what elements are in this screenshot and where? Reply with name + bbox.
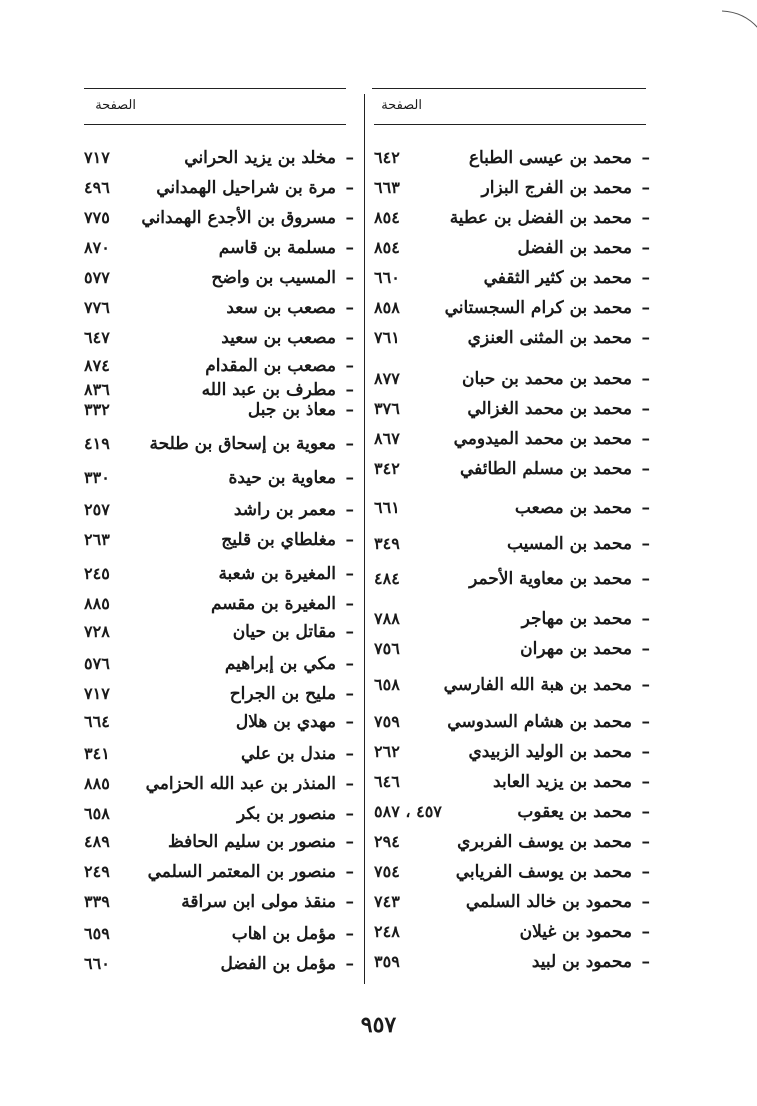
index-entry	[84, 680, 354, 708]
index-entry	[84, 204, 354, 232]
entry-name: محمد بن محمد الميدومي	[453, 429, 632, 449]
entry-page-ref: ٦٦٠	[84, 954, 110, 973]
entry-name: مصعب بن المقدام	[205, 356, 336, 376]
entry-dash: –	[641, 178, 650, 198]
index-entry	[374, 425, 650, 453]
index-entry	[374, 294, 650, 322]
entry-name: معوية بن إسحاق بن طلحة	[149, 434, 336, 454]
entry-dash: –	[641, 639, 650, 659]
entry-dash: –	[345, 148, 354, 168]
index-entry	[374, 234, 650, 262]
entry-page-ref: ٣٤١	[84, 744, 110, 763]
index-entry	[374, 798, 650, 826]
entry-name: مسلمة بن قاسم	[218, 238, 336, 258]
entry-dash: –	[345, 712, 354, 732]
entry-page-ref: ٥٧٦	[84, 654, 110, 673]
entry-dash: –	[345, 500, 354, 520]
index-entry	[84, 708, 354, 736]
entry-page-ref: ٦٦٠	[374, 268, 400, 287]
entry-dash: –	[345, 468, 354, 488]
entry-page-ref: ٥٧٧	[84, 268, 110, 287]
entry-name: محمد بن يوسف الفريابي	[455, 862, 632, 882]
entry-page-ref: ٢٤٩	[84, 862, 110, 881]
entry-dash: –	[641, 609, 650, 629]
index-entry	[374, 565, 650, 593]
index-entry	[84, 858, 354, 886]
entry-page-ref: ٨٣٦	[84, 380, 110, 399]
entry-dash: –	[345, 892, 354, 912]
entry-dash: –	[641, 268, 650, 288]
entry-dash: –	[345, 594, 354, 614]
index-entry	[84, 950, 354, 978]
entry-dash: –	[345, 328, 354, 348]
entry-name: محمد بن يعقوب	[517, 802, 632, 822]
entry-name: مندل بن علي	[241, 744, 336, 764]
entry-name: محمد بن الفضل	[517, 238, 632, 258]
entry-dash: –	[345, 208, 354, 228]
entry-name: محمد بن هشام السدوسي	[447, 712, 632, 732]
entry-dash: –	[345, 744, 354, 764]
index-entry	[374, 144, 650, 172]
index-entry	[84, 800, 354, 828]
entry-page-ref: ٧٢٨	[84, 622, 110, 641]
top-rule-right	[372, 88, 646, 89]
entry-dash: –	[345, 380, 354, 400]
entry-dash: –	[345, 924, 354, 944]
entry-dash: –	[641, 298, 650, 318]
entry-page-ref: ٨٧٤	[84, 356, 110, 375]
entry-page-ref: ٤١٩	[84, 434, 110, 453]
entry-name: محمد بن محمد الغزالي	[467, 399, 632, 419]
entry-page-ref: ٨٥٨	[374, 298, 400, 317]
entry-page-ref: ٧٧٥	[84, 208, 110, 227]
entry-page-ref: ٣٣٢	[84, 400, 110, 419]
entry-name: منقذ مولى ابن سراقة	[181, 892, 336, 912]
index-entry	[374, 858, 650, 886]
entry-name: مصعب بن سعد	[226, 298, 336, 318]
entry-name: محمد بن محمد بن حبان	[462, 369, 632, 389]
entry-page-ref: ٣٤٢	[374, 459, 400, 478]
page-number: ٩٥٧	[360, 1012, 397, 1038]
index-entry	[374, 738, 650, 766]
entry-page-ref: ٤٨٩	[84, 832, 110, 851]
entry-page-ref: ٢٤٨	[374, 922, 400, 941]
entry-dash: –	[641, 208, 650, 228]
entry-name: مغلطاي بن قليج	[221, 530, 336, 550]
entry-name: منصور بن المعتمر السلمي	[147, 862, 336, 882]
index-entry	[374, 888, 650, 916]
entry-name: محمد بن يزيد العابد	[493, 772, 632, 792]
entry-page-ref: ٤٥٧ ، ٥٨٧	[374, 802, 442, 821]
entry-page-ref: ٤٩٦	[84, 178, 110, 197]
entry-dash: –	[641, 429, 650, 449]
entry-page-ref: ٦٤٢	[374, 148, 400, 167]
entry-dash: –	[641, 712, 650, 732]
entry-page-ref: ٦٥٩	[84, 924, 110, 943]
index-entry	[374, 948, 650, 976]
index-entry	[374, 605, 650, 633]
index-entry	[84, 324, 354, 352]
entry-dash: –	[641, 399, 650, 419]
index-entry	[374, 635, 650, 663]
entry-dash: –	[345, 356, 354, 376]
entry-page-ref: ٦٤٧	[84, 328, 110, 347]
index-entry	[84, 464, 354, 492]
index-entry	[84, 264, 354, 292]
entry-dash: –	[345, 400, 354, 420]
entry-name: محمد بن كرام السجستاني	[444, 298, 632, 318]
entry-page-ref: ٦٤٦	[374, 772, 400, 791]
entry-dash: –	[641, 534, 650, 554]
entry-name: مخلد بن يزيد الحراني	[184, 148, 336, 168]
index-entry	[84, 294, 354, 322]
entry-page-ref: ٢٦٣	[84, 530, 110, 549]
entry-page-ref: ٣٥٩	[374, 952, 400, 971]
entry-name: مهدي بن هلال	[235, 712, 336, 732]
entry-page-ref: ٧٥٩	[374, 712, 400, 731]
entry-page-ref: ٣٧٦	[374, 399, 400, 418]
entry-name: محمد بن كثير الثقفي	[483, 268, 632, 288]
entry-dash: –	[641, 772, 650, 792]
entry-name: معاوية بن حيدة	[228, 468, 336, 488]
entry-dash: –	[345, 622, 354, 642]
index-entry	[84, 888, 354, 916]
entry-page-ref: ٢٥٧	[84, 500, 110, 519]
entry-name: محمد بن هبة الله الفارسي	[443, 675, 632, 695]
index-entry	[374, 174, 650, 202]
index-entry	[84, 920, 354, 948]
index-entry	[374, 455, 650, 483]
entry-dash: –	[641, 892, 650, 912]
entry-page-ref: ٢٩٤	[374, 832, 400, 851]
entry-name: محمد بن مسلم الطائفي	[459, 459, 632, 479]
index-entry	[84, 144, 354, 172]
entry-dash: –	[345, 832, 354, 852]
entry-name: محمود بن خالد السلمي	[465, 892, 632, 912]
index-entry	[374, 365, 650, 393]
entry-name: معمر بن راشد	[233, 500, 336, 520]
header-rule-right	[374, 124, 646, 125]
column-divider	[364, 94, 365, 984]
index-entry	[84, 430, 354, 458]
index-entry	[84, 174, 354, 202]
entry-page-ref: ٧١٧	[84, 148, 110, 167]
entry-page-ref: ٦٥٨	[84, 804, 110, 823]
entry-dash: –	[345, 178, 354, 198]
entry-dash: –	[345, 862, 354, 882]
entry-dash: –	[345, 238, 354, 258]
entry-page-ref: ٦٥٨	[374, 675, 400, 694]
index-entry	[84, 770, 354, 798]
entry-name: مليح بن الجراح	[229, 684, 336, 704]
entry-page-ref: ٣٣٠	[84, 468, 110, 487]
entry-name: معاذ بن جبل	[247, 400, 336, 420]
entry-name: مقاتل بن حيان	[232, 622, 336, 642]
index-entry	[374, 530, 650, 558]
entry-name: المسيب بن واضح	[211, 268, 336, 288]
index-entry	[84, 234, 354, 262]
index-entry	[374, 395, 650, 423]
entry-page-ref: ٧٦١	[374, 328, 400, 347]
header-rule-left	[84, 124, 346, 125]
index-entry	[84, 396, 354, 424]
index-entry	[374, 264, 650, 292]
entry-name: محمود بن لبيد	[531, 952, 632, 972]
entry-dash: –	[641, 369, 650, 389]
entry-name: منصور بن سليم الحافظ	[167, 832, 336, 852]
index-entry	[84, 590, 354, 618]
entry-page-ref: ٧٥٦	[374, 639, 400, 658]
entry-name: محمد بن معاوية الأحمر	[469, 569, 632, 589]
page-column-header-right: الصفحة	[381, 98, 422, 113]
entry-name: محمد بن مهران	[520, 639, 632, 659]
index-entry	[84, 560, 354, 588]
entry-dash: –	[641, 675, 650, 695]
entry-page-ref: ٧٧٦	[84, 298, 110, 317]
index-entry	[84, 526, 354, 554]
entry-name: المنذر بن عبد الله الحزامي	[145, 774, 336, 794]
entry-page-ref: ٢٦٢	[374, 742, 400, 761]
entry-dash: –	[641, 238, 650, 258]
entry-page-ref: ٦٦٤	[84, 712, 110, 731]
index-entry	[84, 650, 354, 678]
entry-name: محمد بن الوليد الزبيدي	[468, 742, 632, 762]
index-entry	[374, 671, 650, 699]
index-entry	[84, 496, 354, 524]
entry-name: مسروق بن الأجدع الهمداني	[141, 208, 336, 228]
entry-name: مؤمل بن الفضل	[220, 954, 336, 974]
entry-name: مكي بن إبراهيم	[224, 654, 336, 674]
index-entry	[374, 204, 650, 232]
entry-name: مؤمل بن اهاب	[231, 924, 336, 944]
entry-page-ref: ٨٨٥	[84, 774, 110, 793]
entry-name: محمد بن عيسى الطباع	[468, 148, 632, 168]
entry-page-ref: ٨٧٧	[374, 369, 400, 388]
entry-dash: –	[641, 742, 650, 762]
entry-name: مطرف بن عبد الله	[201, 380, 336, 400]
entry-page-ref: ٣٣٩	[84, 892, 110, 911]
entry-page-ref: ٨٥٤	[374, 238, 400, 257]
entry-name: مصعب بن سعيد	[221, 328, 336, 348]
entry-page-ref: ٧٥٤	[374, 862, 400, 881]
entry-name: محمود بن غيلان	[519, 922, 632, 942]
index-entry	[84, 618, 354, 646]
entry-name: المغيرة بن شعبة	[218, 564, 336, 584]
entry-dash: –	[345, 654, 354, 674]
entry-dash: –	[641, 498, 650, 518]
entry-dash: –	[345, 268, 354, 288]
index-entry	[374, 768, 650, 796]
entry-dash: –	[641, 802, 650, 822]
entry-dash: –	[345, 564, 354, 584]
corner-mark	[722, 8, 757, 32]
entry-dash: –	[345, 954, 354, 974]
index-entry	[374, 708, 650, 736]
top-rule-left	[84, 88, 346, 89]
entry-page-ref: ٨٥٤	[374, 208, 400, 227]
entry-dash: –	[345, 530, 354, 550]
entry-dash: –	[641, 569, 650, 589]
entry-name: محمد بن الفرج البزار	[481, 178, 632, 198]
entry-dash: –	[641, 922, 650, 942]
index-entry	[374, 918, 650, 946]
entry-name: محمد بن المثنى العنزي	[467, 328, 632, 348]
entry-dash: –	[345, 684, 354, 704]
entry-name: منصور بن بكر	[237, 804, 336, 824]
entry-page-ref: ٦٦١	[374, 498, 400, 517]
entry-name: محمد بن مصعب	[514, 498, 632, 518]
entry-page-ref: ٧١٧	[84, 684, 110, 703]
entry-page-ref: ٣٤٩	[374, 534, 400, 553]
entry-dash: –	[641, 952, 650, 972]
page-column-header-left: الصفحة	[95, 98, 136, 113]
entry-page-ref: ٧٨٨	[374, 609, 400, 628]
entry-page-ref: ٦٦٣	[374, 178, 400, 197]
entry-page-ref: ٢٤٥	[84, 564, 110, 583]
entry-name: محمد بن مهاجر	[521, 609, 632, 629]
entry-name: محمد بن المسيب	[506, 534, 632, 554]
entry-dash: –	[641, 832, 650, 852]
entry-name: مرة بن شراحيل الهمداني	[156, 178, 336, 198]
entry-dash: –	[641, 328, 650, 348]
entry-dash: –	[345, 804, 354, 824]
entry-dash: –	[345, 434, 354, 454]
index-entry	[374, 494, 650, 522]
index-entry	[84, 740, 354, 768]
entry-page-ref: ٨٨٥	[84, 594, 110, 613]
entry-name: المغيرة بن مقسم	[210, 594, 336, 614]
index-entry	[374, 828, 650, 856]
entry-dash: –	[641, 862, 650, 882]
entry-name: محمد بن الفضل بن عطية	[449, 208, 632, 228]
entry-name: محمد بن يوسف الفربري	[457, 832, 632, 852]
entry-page-ref: ٨٦٧	[374, 429, 400, 448]
entry-page-ref: ٧٤٣	[374, 892, 400, 911]
entry-dash: –	[641, 459, 650, 479]
entry-page-ref: ٤٨٤	[374, 569, 400, 588]
entry-dash: –	[641, 148, 650, 168]
entry-page-ref: ٨٧٠	[84, 238, 110, 257]
index-entry	[374, 324, 650, 352]
entry-dash: –	[345, 774, 354, 794]
entry-dash: –	[345, 298, 354, 318]
index-entry	[84, 828, 354, 856]
